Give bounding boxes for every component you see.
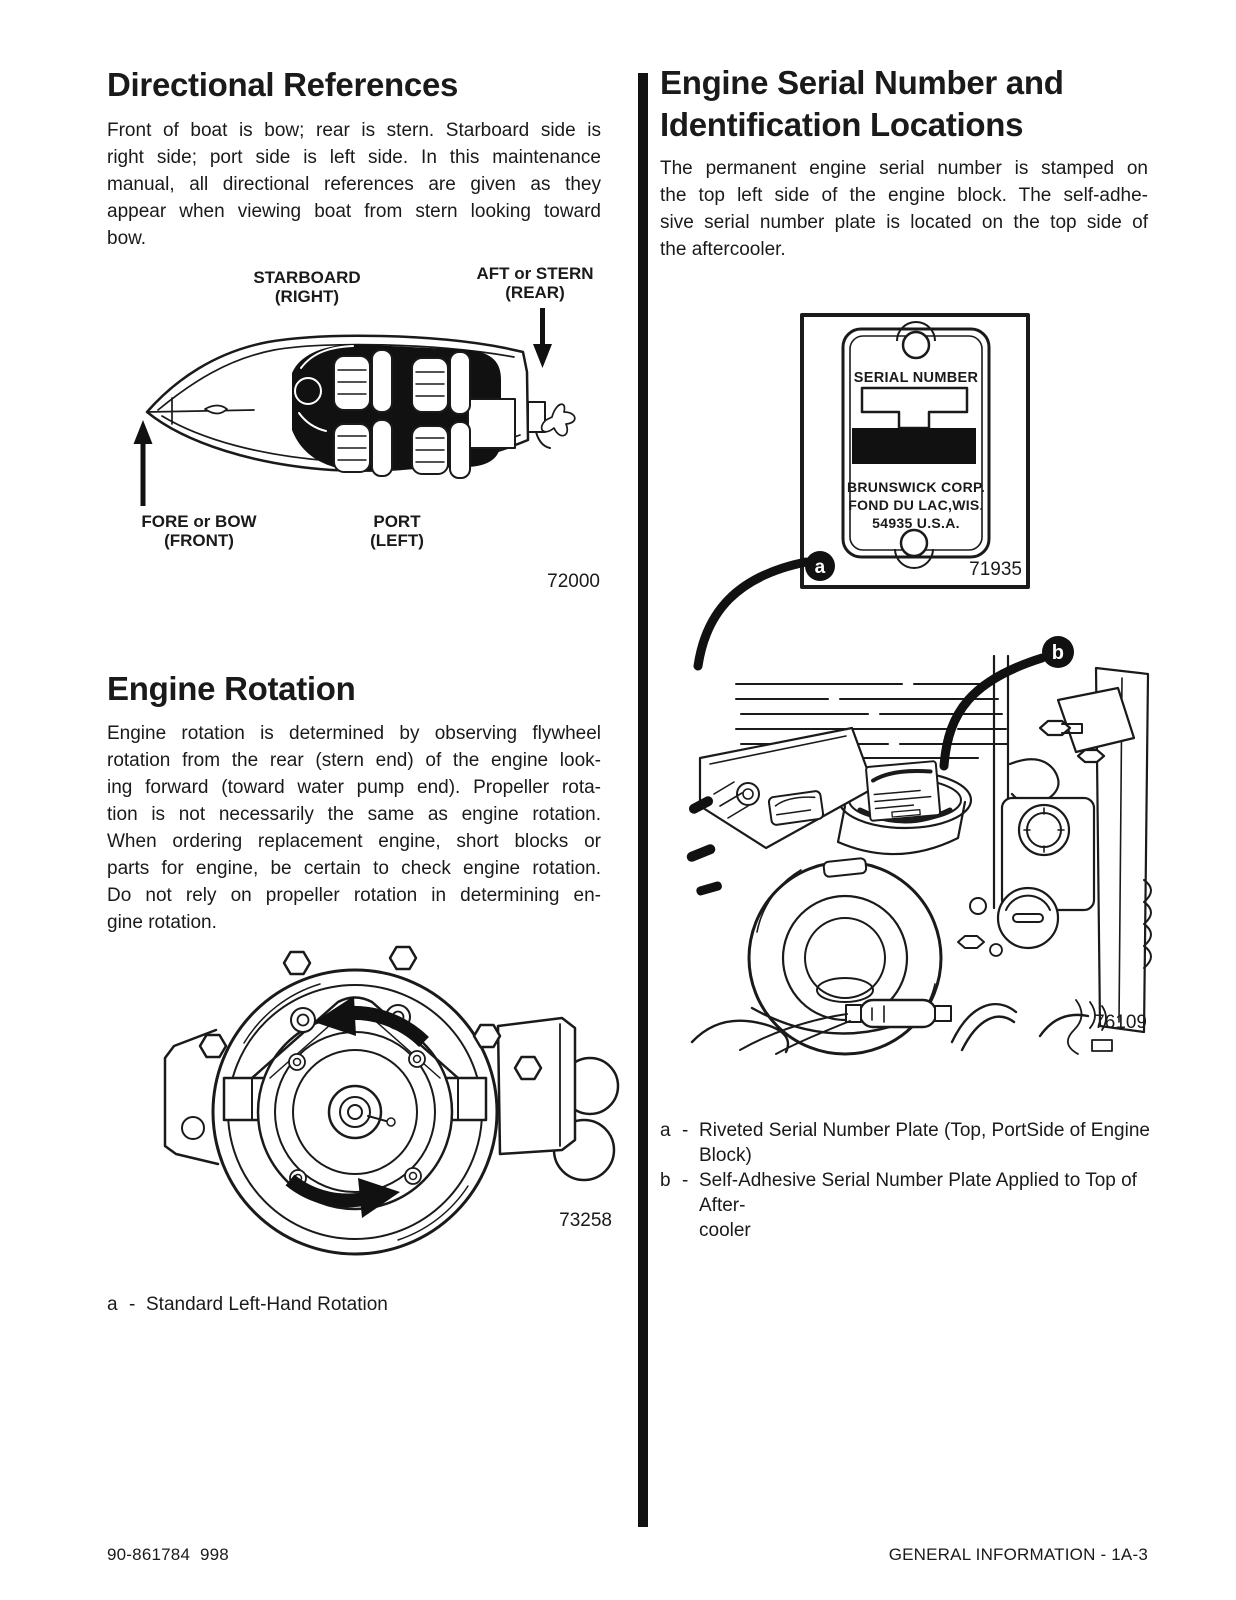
label-fore-bow: FORE or BOW (FRONT) <box>141 512 257 550</box>
paragraph-line: gine rotation. <box>107 912 217 933</box>
hex-bolt <box>200 1035 226 1057</box>
hex-bolt <box>515 1057 541 1079</box>
engine-illustration <box>680 630 1160 1060</box>
column-divider-bar <box>638 73 648 1527</box>
caption-text: Riveted Serial Number Plate (Top, PortSide of Engine <box>699 1120 1150 1141</box>
figure-number-flywheel: 73258 <box>559 1210 612 1231</box>
caption-text: Self-Adhesive Serial Number Plate Applied to Top of After- <box>699 1170 1137 1216</box>
hex-bolt <box>958 936 984 948</box>
caption-text: Block) <box>699 1145 752 1166</box>
flywheel-caption: a - Standard Left-Hand Rotation <box>107 1294 388 1315</box>
heading-engine-serial-number: Engine Serial Number and Identification Locations <box>660 64 1064 143</box>
plate-company-line: 54935 U.S.A. <box>872 515 960 531</box>
paragraph-line: Engine rotation is determined by observing flywheel <box>107 723 601 744</box>
caption-text: Standard Left-Hand Rotation <box>146 1294 388 1315</box>
paragraph-line: appear when viewing boat from stern looking toward <box>107 201 601 222</box>
label-port: PORT (LEFT) <box>370 512 424 550</box>
paragraph-line: The permanent engine serial number is stamped on <box>660 158 1148 179</box>
figure-number-engine: 76109 <box>1094 1012 1147 1033</box>
paragraph-line: manual, all directional references are given as they <box>107 174 601 195</box>
paragraph-line: tion is not necessarily the same as engine rotation. <box>107 804 601 825</box>
plate-title: SERIAL NUMBER <box>853 370 979 386</box>
paragraph-line: parts for engine, be certain to check engine rotation. <box>107 858 601 879</box>
paragraph-line: sive serial number plate is located on the top side of <box>660 212 1148 233</box>
hex-bolt <box>390 947 416 969</box>
engine-rotation-paragraph <box>107 720 601 936</box>
paragraph-line: Front of boat is bow; rear is stern. Starboard side is <box>107 120 601 141</box>
serial-number-paragraph <box>660 155 1148 263</box>
paragraph-line: When ordering replacement engine, short blocks or <box>107 831 601 852</box>
heading-engine-rotation: Engine Rotation <box>107 670 356 707</box>
caption-text: cooler <box>699 1220 751 1241</box>
right-flange <box>498 1018 575 1154</box>
caption-b: b - Self-Adhesive Serial Number Plate Applied to Top of After- cooler <box>660 1168 1152 1243</box>
footer-page-title: GENERAL INFORMATION - 1A-3 <box>888 1545 1148 1564</box>
hex-bolt <box>474 1025 500 1047</box>
paragraph-line: the top left side of the engine block. The self-adhe- <box>660 185 1148 206</box>
fore-arrow <box>134 420 153 506</box>
plate-company-line: FOND DU LAC,WIS. <box>848 497 984 513</box>
screw-hole-bottom <box>901 530 927 556</box>
figure-number-plate: 71935 <box>969 559 1022 580</box>
footer-document-number: 90-861784 998 <box>107 1545 229 1564</box>
aft-arrow <box>533 308 552 368</box>
paragraph-line: rotation from the rear (stern end) of the engine look- <box>107 750 601 771</box>
small-decal <box>768 791 823 826</box>
hex-bolt <box>1078 750 1104 762</box>
engine-hatch <box>468 399 515 448</box>
paragraph-line: right side; port side is left side. In this maintenance <box>107 147 601 168</box>
paragraph-line: bow. <box>107 228 147 249</box>
label-aft-stern: AFT or STERN (REAR) <box>476 264 594 302</box>
paragraph-line: Do not rely on propeller rotation in determining en- <box>107 885 601 906</box>
paragraph-line: ing forward (toward water pump end). Propeller rota- <box>107 777 601 798</box>
directional-references-paragraph <box>107 117 601 252</box>
screw-hole-top <box>903 332 929 358</box>
label-starboard: STARBOARD (RIGHT) <box>253 268 361 306</box>
valve-cover-panel <box>700 728 874 848</box>
serial-captions <box>660 1118 1152 1243</box>
serial-stamp-bar <box>852 428 976 464</box>
figure-number-boat: 72000 <box>547 571 600 592</box>
heading-directional-references: Directional References <box>107 66 459 103</box>
caption-a: a - Riveted Serial Number Plate (Top, PortSide of Engine Block) <box>660 1118 1152 1168</box>
badge-b-letter: b <box>1051 642 1065 664</box>
mercruiser-decal <box>866 761 940 821</box>
hex-bolt <box>284 952 310 974</box>
badge-a-letter: a <box>814 557 826 578</box>
paragraph-line: the aftercooler. <box>660 239 786 260</box>
hub <box>329 1086 381 1138</box>
plate-company-line: BRUNSWICK CORP. <box>846 479 986 495</box>
outdrive-propeller <box>528 402 575 448</box>
